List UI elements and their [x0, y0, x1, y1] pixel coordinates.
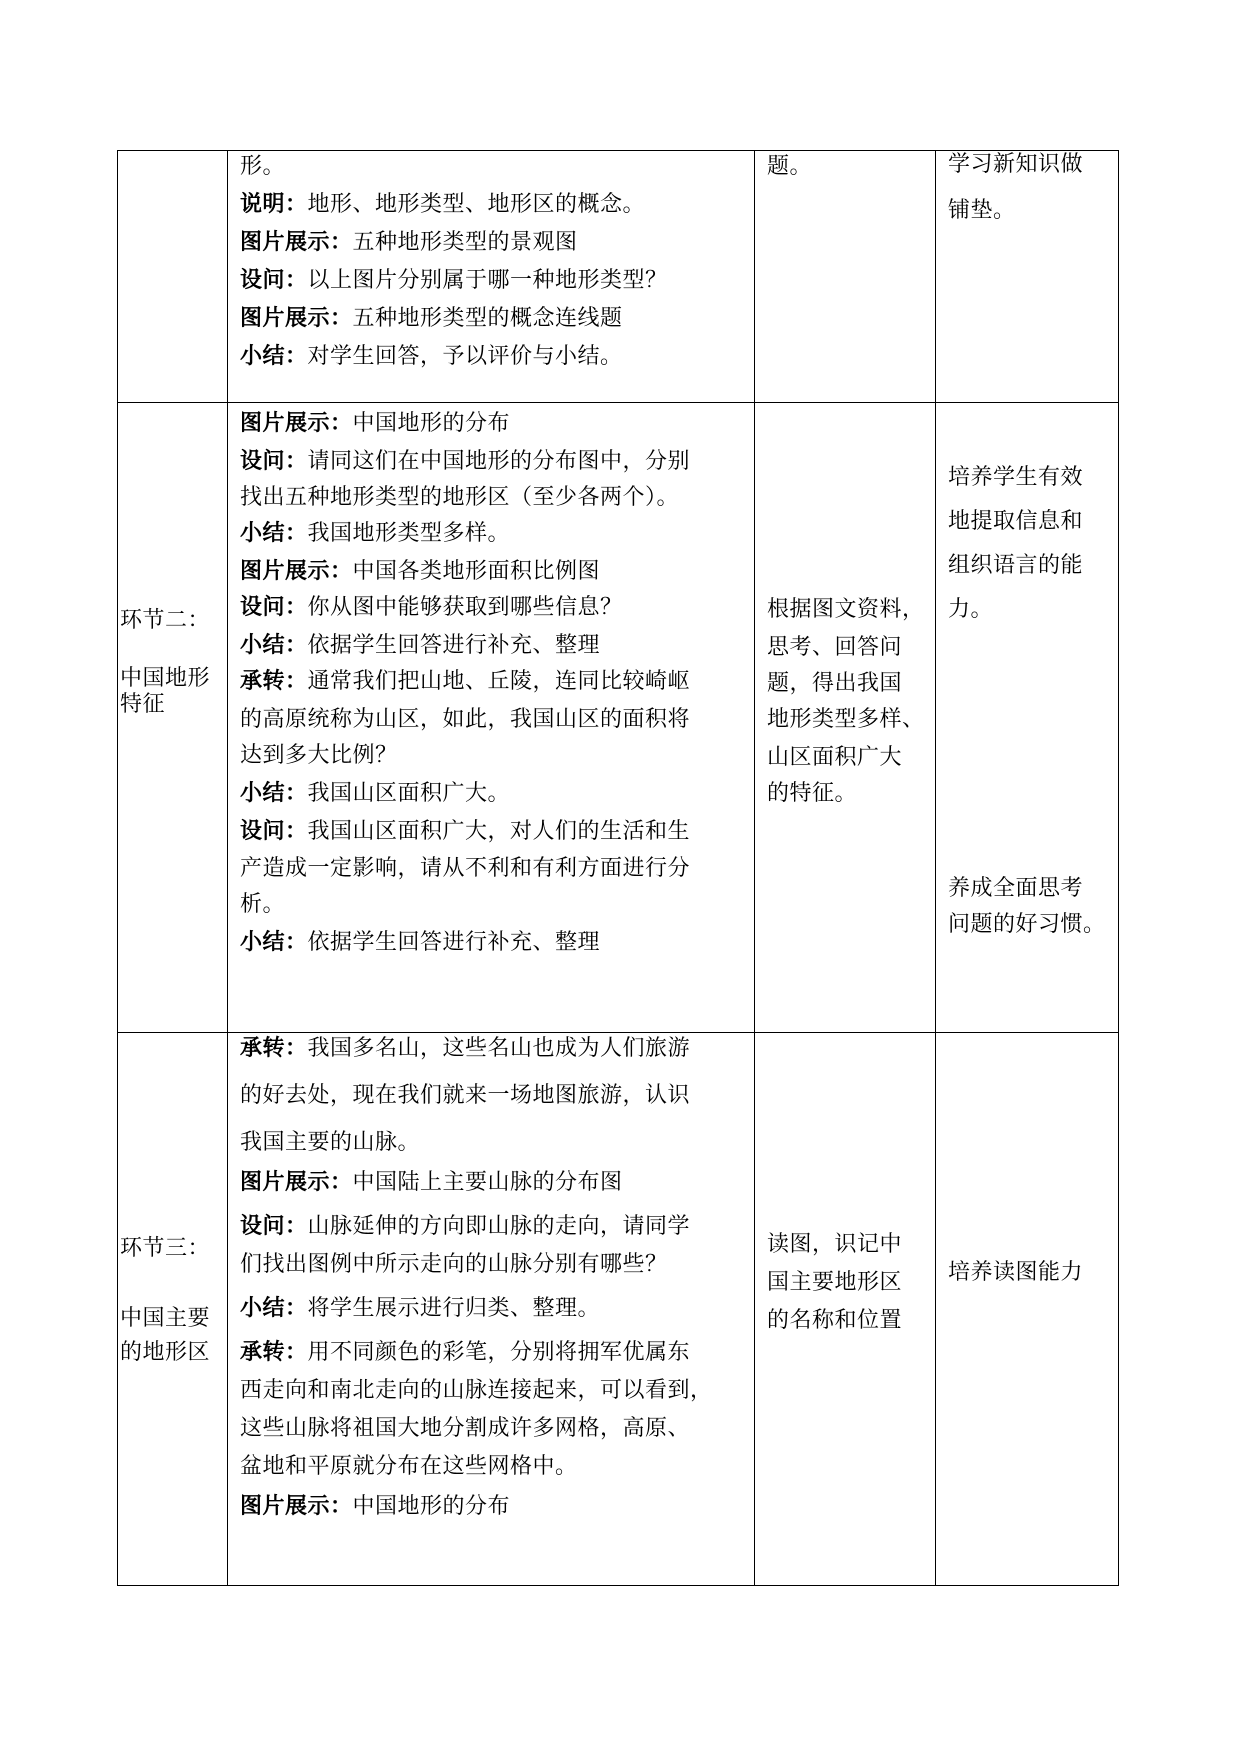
keyword-label: 承转：	[240, 669, 308, 694]
teacher-activity-cell	[228, 151, 755, 402]
cell-text: 我国多名山，这些名山也成为人们旅游	[307, 1036, 691, 1061]
cell-text: 对学生回答，予以评价与小结。	[307, 344, 623, 369]
cell-text: 培养学生有效	[948, 465, 1084, 490]
cell-text: 五种地形类型的景观图	[352, 230, 578, 255]
text-line	[240, 1213, 690, 1241]
cell-text: 中国地形的分布	[352, 411, 511, 436]
lesson-plan-table	[117, 150, 1119, 1586]
cell-text: 的好去处，现在我们就来一场地图旅游，认识	[240, 1083, 691, 1108]
cell-text: 国主要地形区	[767, 1270, 903, 1295]
keyword-label: 图片展示：	[240, 306, 353, 331]
keyword-label: 设问：	[240, 268, 308, 293]
keyword-label: 图片展示：	[240, 1170, 353, 1195]
stage-cell	[118, 1033, 228, 1585]
cell-text: 这些山脉将祖国大地分割成许多网格，高原、	[240, 1416, 691, 1441]
text-line	[240, 594, 623, 622]
table-row	[118, 151, 1118, 403]
cell-text: 我国山区面积广大。	[307, 781, 511, 806]
cell-text: 的特征。	[767, 781, 858, 806]
text-line	[120, 665, 210, 693]
keyword-label: 小结：	[240, 344, 308, 369]
cell-text: 达到多大比例？	[240, 743, 398, 768]
keyword-label: 小结：	[240, 633, 308, 658]
text-line	[240, 1035, 690, 1063]
text-line	[240, 1251, 668, 1279]
cell-text: 的地形区	[120, 1340, 211, 1365]
cell-text: 读图，识记中	[767, 1232, 903, 1257]
cell-text: 中国各类地形面积比例图	[352, 559, 601, 584]
keyword-label: 小结：	[240, 521, 308, 546]
table-row	[118, 1033, 1118, 1585]
teacher-activity-cell	[228, 1033, 755, 1585]
text-line	[767, 596, 925, 624]
cell-text: 题，得出我国	[767, 671, 903, 696]
cell-text: 们找出图例中所示走向的山脉分别有哪些？	[240, 1252, 668, 1277]
cell-text: 用不同颜色的彩笔，分别将拥军优属东	[307, 1340, 691, 1365]
cell-text: 环节三：	[120, 1236, 211, 1261]
text-line	[948, 1259, 1083, 1287]
text-line	[240, 742, 398, 770]
design-intent-cell	[936, 403, 1118, 1032]
text-line	[948, 508, 1083, 536]
cell-text: 以上图片分别属于哪一种地形类型？	[307, 268, 668, 293]
keyword-label: 小结：	[240, 930, 308, 955]
cell-text: 中国地形	[120, 666, 211, 691]
cell-text: 形。	[240, 154, 286, 179]
cell-text: 地形类型多样、	[767, 707, 925, 732]
cell-text: 你从图中能够获取到哪些信息？	[307, 595, 623, 620]
cell-text: 五种地形类型的概念连线题	[352, 306, 623, 331]
text-line	[948, 875, 1083, 903]
text-line	[767, 1269, 902, 1297]
cell-text: 盆地和平原就分布在这些网格中。	[240, 1454, 578, 1479]
text-line	[240, 855, 690, 883]
cell-text: 析。	[240, 892, 286, 917]
text-line	[240, 520, 510, 548]
text-line	[767, 634, 902, 662]
text-line	[240, 229, 578, 257]
student-activity-cell	[755, 151, 936, 402]
cell-text: 我国主要的山脉。	[240, 1130, 421, 1155]
text-line	[767, 744, 902, 772]
text-line	[240, 267, 668, 295]
cell-text: 培养读图能力	[948, 1260, 1084, 1285]
keyword-label: 承转：	[240, 1340, 308, 1365]
cell-text: 的名称和位置	[767, 1308, 903, 1333]
design-intent-cell	[936, 1033, 1118, 1585]
cell-text: 将学生展示进行归类、整理。	[307, 1296, 601, 1321]
cell-text: 请同这们在中国地形的分布图中，分别	[307, 449, 691, 474]
text-line	[120, 1235, 210, 1263]
cell-text: 依据学生回答进行补充、整理	[307, 930, 601, 955]
cell-text: 问题的好习惯。	[948, 912, 1106, 937]
text-line	[240, 484, 679, 512]
text-line	[240, 818, 690, 846]
cell-text: 题。	[767, 154, 813, 179]
keyword-label: 图片展示：	[240, 411, 353, 436]
cell-text: 地形、地形类型、地形区的概念。	[307, 192, 646, 217]
text-line	[240, 632, 600, 660]
cell-text: 特征	[120, 692, 166, 717]
text-line	[240, 1453, 578, 1481]
keyword-label: 说明：	[240, 192, 308, 217]
text-line	[948, 552, 1083, 580]
text-line	[767, 706, 925, 734]
cell-text: 环节二：	[120, 608, 211, 633]
keyword-label: 设问：	[240, 819, 308, 844]
text-line	[240, 1339, 690, 1367]
cell-text: 中国主要	[120, 1306, 211, 1331]
text-line	[240, 1082, 690, 1110]
keyword-label: 小结：	[240, 1296, 308, 1321]
cell-text: 通常我们把山地、丘陵，连同比较崎岖	[307, 669, 691, 694]
text-line	[948, 464, 1083, 492]
text-line	[120, 1305, 210, 1333]
cell-text: 找出五种地形类型的地形区（至少各两个）。	[240, 485, 680, 510]
text-line	[767, 153, 812, 181]
keyword-label: 设问：	[240, 1214, 308, 1239]
text-line	[948, 197, 1016, 225]
cell-text: 我国山区面积广大，对人们的生活和生	[307, 819, 691, 844]
text-line	[240, 558, 600, 586]
keyword-label: 设问：	[240, 449, 308, 474]
cell-text: 产造成一定影响，请从不利和有利方面进行分	[240, 856, 691, 881]
design-intent-cell	[936, 151, 1118, 402]
cell-text: 根据图文资料，	[767, 597, 925, 622]
stage-cell	[118, 403, 228, 1032]
text-line	[120, 1339, 210, 1367]
cell-text: 思考、回答问	[767, 635, 903, 660]
text-line	[240, 780, 510, 808]
text-line	[240, 448, 690, 476]
text-line	[240, 891, 285, 919]
cell-text: 的高原统称为山区，如此，我国山区的面积将	[240, 707, 691, 732]
text-line	[240, 668, 690, 696]
text-line	[240, 153, 285, 181]
text-line	[240, 706, 690, 734]
text-line	[767, 1307, 902, 1335]
text-line	[240, 1129, 420, 1157]
cell-text: 铺垫。	[948, 198, 1016, 223]
text-line	[240, 1493, 510, 1521]
stage-cell	[118, 151, 228, 402]
keyword-label: 承转：	[240, 1036, 308, 1061]
cell-text: 力。	[948, 597, 994, 622]
cell-text: 中国地形的分布	[352, 1494, 511, 1519]
keyword-label: 设问：	[240, 595, 308, 620]
text-line	[240, 1377, 713, 1405]
cell-text: 山脉延伸的方向即山脉的走向，请同学	[307, 1214, 691, 1239]
teacher-activity-cell	[228, 403, 755, 1032]
text-line	[948, 151, 1083, 179]
text-line	[120, 691, 165, 719]
text-line	[240, 1295, 600, 1323]
text-line	[240, 1169, 623, 1197]
text-line	[240, 929, 600, 957]
text-line	[240, 410, 510, 438]
student-activity-cell	[755, 403, 936, 1032]
text-line	[767, 670, 902, 698]
text-line	[240, 305, 623, 333]
text-line	[240, 1415, 690, 1443]
text-line	[767, 780, 857, 808]
cell-text: 中国陆上主要山脉的分布图	[352, 1170, 623, 1195]
cell-text: 西走向和南北走向的山脉连接起来，可以看到，	[240, 1378, 713, 1403]
cell-text: 学习新知识做	[948, 152, 1084, 177]
text-line	[767, 1231, 902, 1259]
keyword-label: 图片展示：	[240, 230, 353, 255]
text-line	[240, 191, 645, 219]
cell-text: 我国地形类型多样。	[307, 521, 511, 546]
text-line	[948, 596, 993, 624]
text-line	[120, 607, 210, 635]
cell-text: 养成全面思考	[948, 876, 1084, 901]
cell-text: 地提取信息和	[948, 509, 1084, 534]
cell-text: 山区面积广大	[767, 745, 903, 770]
student-activity-cell	[755, 1033, 936, 1585]
text-line	[948, 911, 1106, 939]
keyword-label: 图片展示：	[240, 559, 353, 584]
keyword-label: 小结：	[240, 781, 308, 806]
cell-text: 依据学生回答进行补充、整理	[307, 633, 601, 658]
keyword-label: 图片展示：	[240, 1494, 353, 1519]
table-row	[118, 403, 1118, 1033]
text-line	[240, 343, 623, 371]
cell-text: 组织语言的能	[948, 553, 1084, 578]
